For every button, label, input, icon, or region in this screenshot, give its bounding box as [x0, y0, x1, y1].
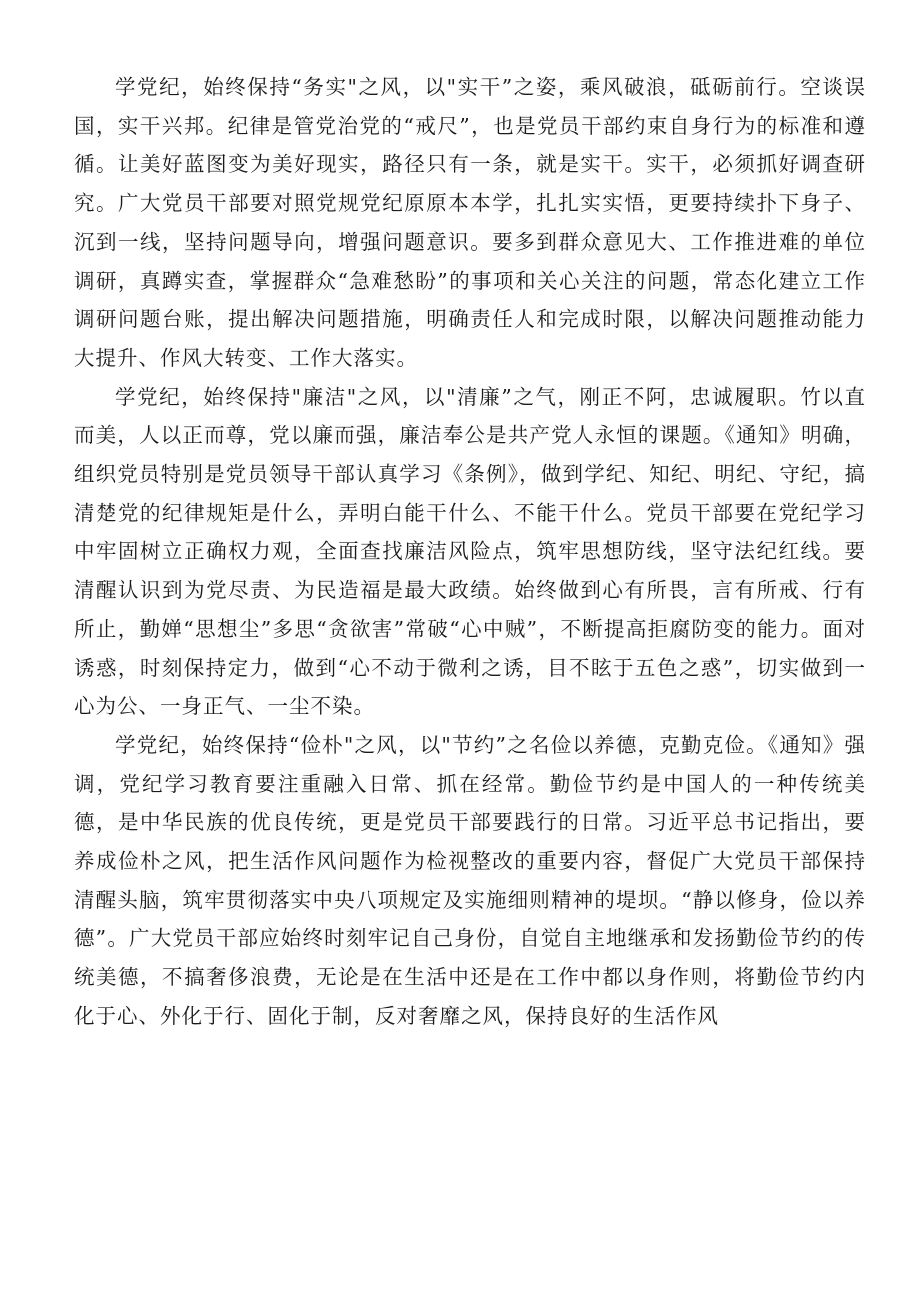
paragraph-frugality: 学党纪，始终保持“俭朴"之风，以"节约”之名俭以养德，克勤克俭。《通知》强调，党纪学习教育要注重融入日常、抓在经常。勤俭节约是中国人的一种传统美德，是中华民族的优良传统，更是党员干部要践行的日常。习近平总书记指出，要养成俭朴之风，把生活作风问题作为检视整改的重要内容，督促广大党员干部保持清醒头脑，筑牢贯彻落实中央八项规定及实施细则精神的堤坝。“静以修身，俭以养德”。广大党员干部应始终时刻牢记自己身份，自觉自主地继承和发扬勤俭节约的传统美德，不搞奢侈浪费，无论是在生活中还是在工作中都以身作则，将勤俭节约内化于心、外化于行、固化于制，反对奢靡之风，保持良好的生活作风 [74, 732, 866, 1028]
paragraph-pragmatism: 学党纪，始终保持“务实"之风，以"实干”之姿，乘风破浪，砥砺前行。空谈误国，实干兴邦。纪律是管党治党的“戒尺”，也是党员干部约束自身行为的标准和遵循。让美好蓝图变为美好现实，路径只有一条，就是实干。实干，必须抓好调查研究。广大党员干部要对照党规党纪原原本本学，扎扎实实悟，更要持续扑下身子、沉到一线，坚持问题导向，增强问题意识。要多到群众意见大、工作推进难的单位调研，真蹲实查，掌握群众“急难愁盼”的事项和关心关注的问题，常态化建立工作调研问题台账，提出解决问题措施，明确责任人和完成时限，以解决问题推动能力大提升、作风大转变、工作大落实。 [74, 75, 866, 370]
paragraph-integrity: 学党纪，始终保持"廉洁"之风，以"清廉”之气，刚正不阿，忠诚履职。竹以直而美，人以正而尊，党以廉而强，廉洁奉公是共产党人永恒的课题。《通知》明确，组织党员特别是党员领导干部认真学习《条例》，做到学纪、知纪、明纪、守纪，搞清楚党的纪律规矩是什么，弄明白能干什么、不能干什么。党员干部要在党纪学习中牢固树立正确权力观，全面查找廉洁风险点，筑牢思想防线，坚守法纪红线。要清醒认识到为党尽责、为民造福是最大政绩。始终做到心有所畏，言有所戒、行有所止，勤婵“思想尘”多思“贪欲害”常破“心中贼”，不断提高拒腐防变的能力。面对诱惑，时刻保持定力，做到“心不动于微利之诱，目不眩于五色之惑”，切实做到一心为公、一身正气、一尘不染。 [74, 384, 866, 719]
document-body [74, 68, 866, 1036]
